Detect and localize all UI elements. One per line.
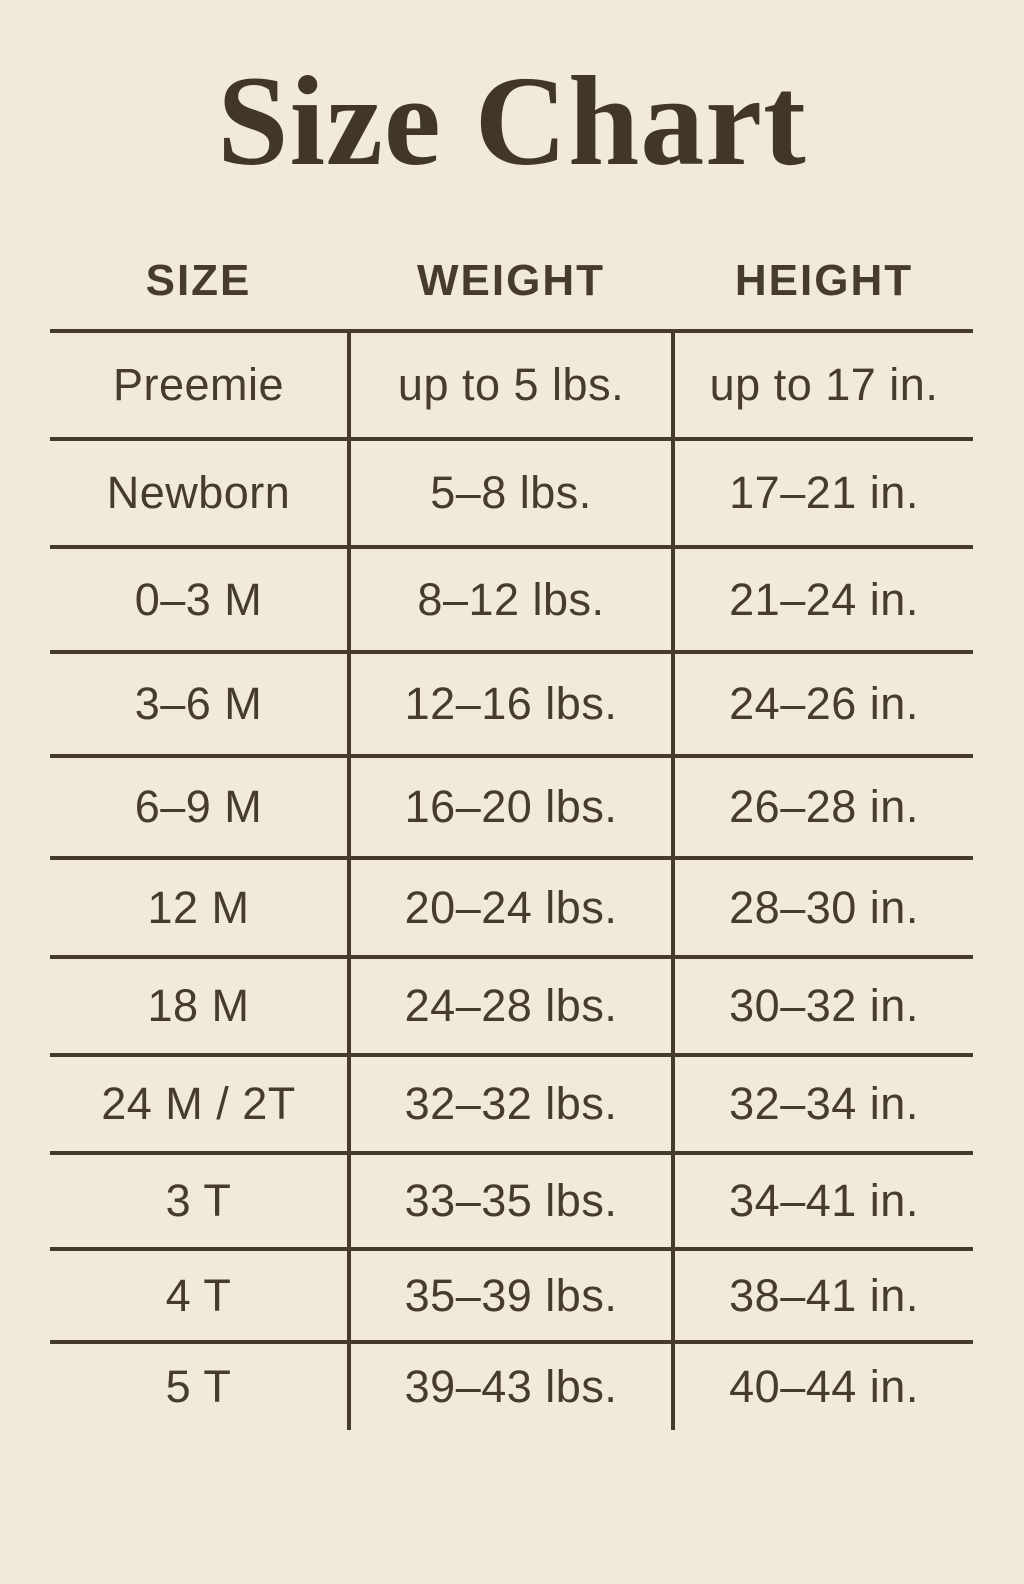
height-cell: 30–32 in. bbox=[729, 980, 919, 1032]
table-row bbox=[50, 333, 973, 441]
size-cell: 3–6 M bbox=[134, 678, 263, 730]
table-body bbox=[50, 329, 973, 1430]
height-cell: 24–26 in. bbox=[729, 678, 919, 730]
weight-cell: 12–16 lbs. bbox=[347, 654, 675, 754]
size-cell: Newborn bbox=[106, 467, 291, 519]
table-row bbox=[50, 654, 973, 758]
weight-cell: 24–28 lbs. bbox=[347, 959, 675, 1053]
table-row bbox=[50, 959, 973, 1057]
height-cell: up to 17 in. bbox=[709, 359, 939, 411]
size-cell: 0–3 M bbox=[134, 573, 263, 625]
weight-cell: 5–8 lbs. bbox=[347, 441, 675, 545]
weight-cell: 16–20 lbs. bbox=[347, 758, 675, 856]
table-row bbox=[50, 860, 973, 959]
table-row bbox=[50, 1251, 973, 1344]
size-cell: 12 M bbox=[147, 881, 250, 933]
table-row bbox=[50, 441, 973, 549]
page-title: Size Chart bbox=[217, 50, 807, 192]
size-cell: 3 T bbox=[165, 1175, 232, 1227]
height-cell: 17–21 in. bbox=[729, 467, 919, 519]
weight-cell: 20–24 lbs. bbox=[347, 860, 675, 955]
size-chart-table bbox=[50, 233, 973, 1430]
weight-cell: 39–43 lbs. bbox=[347, 1344, 675, 1430]
table-row bbox=[50, 1344, 973, 1430]
table-header-row bbox=[50, 233, 973, 329]
table-row bbox=[50, 549, 973, 654]
height-cell: 34–41 in. bbox=[729, 1175, 919, 1227]
size-cell: 6–9 M bbox=[134, 781, 263, 833]
table-row bbox=[50, 758, 973, 860]
size-cell: Preemie bbox=[112, 359, 285, 411]
height-cell: 40–44 in. bbox=[729, 1361, 919, 1413]
height-cell: 26–28 in. bbox=[729, 781, 919, 833]
weight-cell: 33–35 lbs. bbox=[347, 1155, 675, 1247]
size-cell: 18 M bbox=[147, 980, 250, 1032]
height-cell: 21–24 in. bbox=[729, 573, 919, 625]
size-cell: 5 T bbox=[165, 1361, 232, 1413]
table-row bbox=[50, 1155, 973, 1251]
weight-cell: 35–39 lbs. bbox=[347, 1251, 675, 1340]
column-header-weight: WEIGHT bbox=[417, 256, 605, 306]
weight-cell: 32–32 lbs. bbox=[347, 1057, 675, 1151]
column-header-height: HEIGHT bbox=[734, 256, 914, 306]
column-header-size: SIZE bbox=[145, 256, 252, 306]
height-cell: 28–30 in. bbox=[729, 881, 919, 933]
size-cell: 24 M / 2T bbox=[101, 1078, 296, 1130]
table-row bbox=[50, 1057, 973, 1155]
weight-cell: 8–12 lbs. bbox=[347, 549, 675, 650]
height-cell: 32–34 in. bbox=[729, 1078, 919, 1130]
height-cell: 38–41 in. bbox=[729, 1269, 919, 1321]
weight-cell: up to 5 lbs. bbox=[347, 333, 675, 437]
size-cell: 4 T bbox=[165, 1269, 232, 1321]
